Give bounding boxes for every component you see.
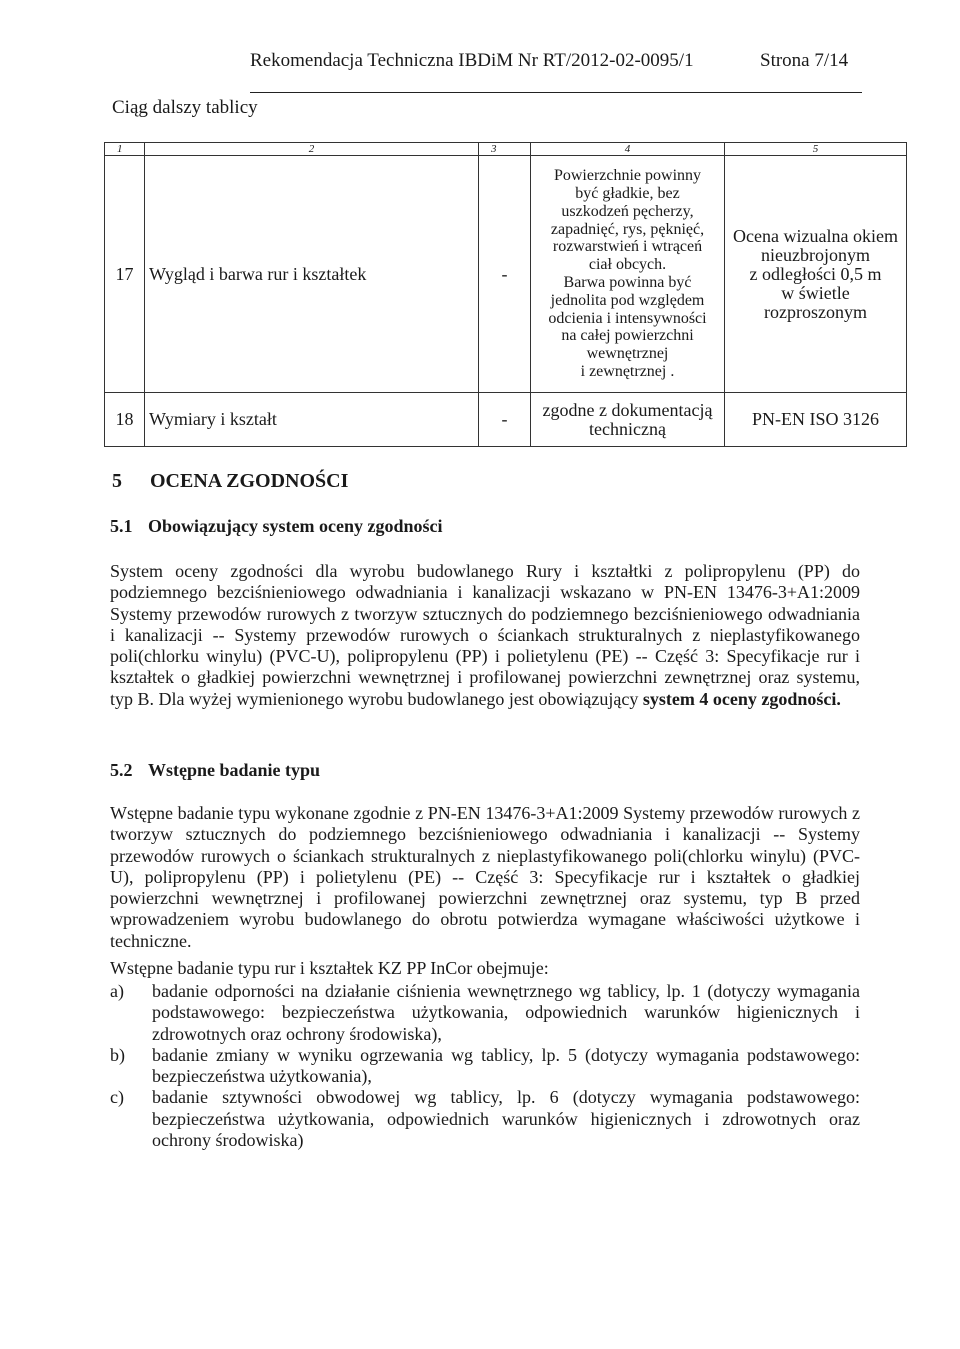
paragraph-conformity-system bbox=[110, 561, 860, 710]
method-line: nieuzbrojonym bbox=[761, 244, 870, 265]
table-row bbox=[105, 393, 907, 447]
list-item bbox=[110, 981, 860, 1045]
test-list bbox=[110, 981, 860, 1151]
requirement-line: zgodne z dokumentacją bbox=[542, 399, 713, 420]
list-item bbox=[110, 1045, 860, 1088]
table-continued-label: Ciąg dalszy tablicy bbox=[112, 97, 258, 118]
subsection-number: 5.1 bbox=[110, 516, 133, 536]
requirements-table bbox=[104, 142, 907, 447]
paragraph-list-intro: Wstępne badanie typu rur i kształtek KZ PP InCor obejmuje: bbox=[110, 958, 549, 978]
requirement-line: jednolita pod względem bbox=[550, 291, 705, 309]
section-heading bbox=[112, 470, 348, 493]
requirement-line: techniczną bbox=[589, 418, 666, 439]
requirement-line: na całej powierzchni bbox=[561, 327, 694, 345]
list-item-text: badanie odporności na działanie ciśnienia wewnętrznego wg tablicy, lp. 1 (dotyczy wymagania podstawowego: bezpieczeństwa użytkowania, odpowiednich warunków higienicznych i zdrowotnych oraz ochrony środowiska), bbox=[152, 981, 860, 1044]
list-marker: b) bbox=[110, 1044, 125, 1065]
subsection-title: Wstępne badanie typu bbox=[148, 760, 321, 780]
requirement-line: ciał obcych. bbox=[588, 256, 667, 274]
list-item bbox=[110, 1087, 860, 1151]
unit-cell: - bbox=[479, 393, 531, 447]
test-method-cell bbox=[725, 156, 907, 393]
header-rule bbox=[250, 92, 862, 93]
requirement-line: uszkodzeń pęcherzy, bbox=[561, 202, 694, 220]
list-item-text: badanie zmiany w wyniku ogrzewania wg tablicy, lp. 5 (dotyczy wymagania podstawowego: bezpieczeństwa użytkowania), bbox=[152, 1044, 860, 1087]
method-line: Ocena wizualna okiem bbox=[733, 225, 898, 246]
requirement-line: odcienia i intensywności bbox=[548, 309, 707, 327]
subsection-title: Obowiązujący system oceny zgodności bbox=[148, 516, 443, 536]
row-number: 18 bbox=[105, 393, 145, 447]
column-number: 3 bbox=[479, 143, 531, 156]
requirement-cell bbox=[531, 393, 725, 447]
paragraph-bold-text: system 4 oceny zgodności. bbox=[642, 688, 841, 709]
property-name: Wymiary i kształt bbox=[145, 393, 479, 447]
column-number: 2 bbox=[145, 143, 479, 156]
page-number: Strona 7/14 bbox=[760, 50, 849, 71]
document-header-title: Rekomendacja Techniczna IBDiM Nr RT/2012-02-0095/1 bbox=[250, 50, 694, 71]
subsection-heading bbox=[110, 760, 320, 781]
requirement-line: rozwarstwień i wtrąceń bbox=[552, 238, 703, 256]
method-line: z odległości 0,5 m bbox=[749, 263, 882, 284]
requirement-line: być gładkie, bez bbox=[575, 185, 680, 203]
subsection-number: 5.2 bbox=[110, 760, 133, 780]
unit-cell: - bbox=[479, 156, 531, 393]
method-line: PN-EN ISO 3126 bbox=[751, 409, 879, 429]
property-name: Wygląd i barwa rur i kształtek bbox=[145, 156, 479, 393]
method-line: rozproszonym bbox=[764, 301, 867, 322]
row-number: 17 bbox=[105, 156, 145, 393]
subsection-heading bbox=[110, 516, 442, 537]
section-number: 5 bbox=[112, 470, 122, 492]
paragraph-type-testing: Wstępne badanie typu wykonane zgodnie z PN-EN 13476-3+A1:2009 Systemy przewodów rurowych z tworzyw sztucznych do podziemnego bezciśnieniowego odwadniania i kanalizacji -- Systemy przewodów rurowych o ściankach strukturalnych z nieplastyfikowanego poli(chlorku winylu) (PVC-U), polipropylenu (PP) i polietylenu (PE) -- Część 3: Specyfikacje rur i kształtek o gładkiej powierzchni wewnętrznej i profilowanej powierzchni zewnętrznej oraz systemu, typ B przed wprowadzeniem wyrobu budowlanego do obrotu potwierdza wymagane właściwości użytkowe i techniczne. bbox=[110, 803, 860, 951]
column-number: 1 bbox=[105, 143, 145, 156]
requirement-line: i zewnętrznej . bbox=[580, 362, 675, 380]
list-marker: a) bbox=[110, 981, 124, 1001]
list-marker: c) bbox=[110, 1087, 124, 1108]
method-line: w świetle bbox=[781, 282, 850, 303]
requirement-line: wewnętrznej bbox=[586, 345, 669, 363]
section-title: OCENA ZGODNOŚCI bbox=[150, 470, 349, 492]
list-item-text: badanie sztywności obwodowej wg tablicy, lp. 6 (dotyczy wymagania podstawowego: bezpieczeństwa użytkowania, odpowiednich warunków higienicznych i zdrowotnych oraz ochrony środowiska) bbox=[152, 1087, 860, 1151]
paragraph-text: System oceny zgodności dla wyrobu budowlanego Rury i kształtki z polipropylenu (PP) do podziemnego bezciśnieniowego odwadniania i kanalizacji wskazano w PN-EN 13476-3+A1:2009 Systemy przewodów rurowych z tworzyw sztucznych do podziemnego bezciśnieniowego odwadniania i kanalizacji -- Systemy przewodów rurowych o ściankach strukturalnych z nieplastyfikowanego poli(chlorku winylu) (PVC-U), polipropylenu (PP) i polietylenu (PE) -- Część 3: Specyfikacje rur i kształtek o gładkiej powierzchni wewnętrznej i profilowanej powierzchni zewnętrznej oraz systemu, typ B. Dla wyżej wymienionego wyrobu budowlanego jest obowiązujący bbox=[110, 561, 860, 709]
requirement-cell bbox=[531, 156, 725, 393]
column-number: 5 bbox=[725, 143, 907, 156]
requirement-line: Barwa powinna być bbox=[563, 274, 692, 291]
requirement-line: zapadnięć, rys, pęknięć, bbox=[550, 220, 705, 238]
requirement-line: Powierzchnie powinny bbox=[553, 167, 702, 185]
table-column-numbers bbox=[105, 143, 907, 156]
table-row bbox=[105, 156, 907, 393]
test-method-cell bbox=[725, 393, 907, 447]
column-number: 4 bbox=[531, 143, 725, 156]
